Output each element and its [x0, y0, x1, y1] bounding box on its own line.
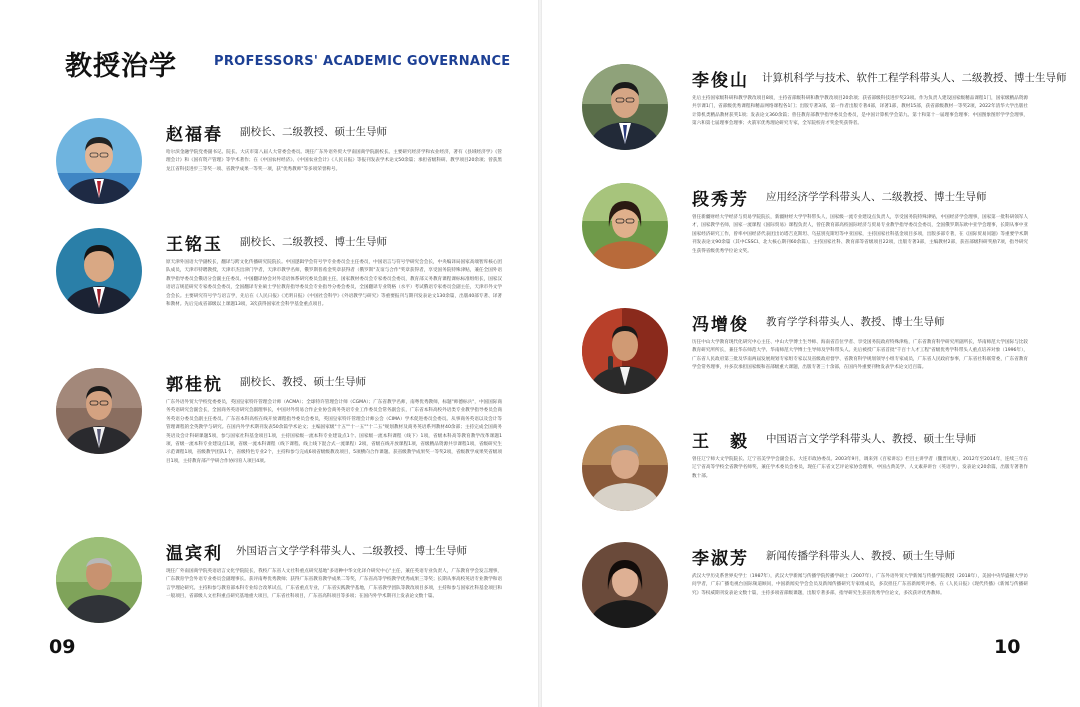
professor-bio: 广东外语外贸大学校党委委员，英国皇家特许管理会计师（ACMA）；全球特许管理会计师（CGMA）；广东省教学名师，南粤优秀教师，标题"师德标兵"，中国国际商务英语研究会副会长，全国商务英语研究会副理事长，中国对外贸易合作企业协会商务英语专业工作委员会常务副会长，广东省本科高校外语类专业教学指导委员会商务英语分委员会副主任委员。广东省本科高校在线开放课程指导委员会委员，英国皇家特许管理会计师公会（CIMA）学术促进委员会委员。从事商务英语以及会计等管理课程的全英教学与研究。在国内外学术期刊发表50余篇学术论文；主编国家级"十五""十一五""十二五"规划教材及商务英语系列教材40余部；主持完成全国商务英语及会计科研课题5项，参与国家社科基金项目1项，主持国家级一流本科专业建设点1个、国家级一流本科课程（线下）1项，省级本科高等教育教学改革课题1项，省级一流本科专业建设点1项，省级一流本科课程（线下课程、线上线下混合式一流课程）2项，省级在线开放课程1项，省级精品资源共享课程1项，省级研究生示范课程1项，省级教学团队1个，省级特色专业2个，主持和参与完成6项省级级教改项目，5项横向合作课题。获省级教学成果奖一等奖2项，省级教学成果奖省级项目1项，主持教育部产学研合作协同育人项目4项。 [166, 400, 502, 464]
professor-role: 副校长、教授、硕士生导师 [240, 376, 366, 388]
professor-name: 温宾利 [166, 544, 223, 564]
professor-role: 新闻传播学科带头人、教授、硕士生导师 [766, 550, 955, 562]
professor-name: 赵福春 [166, 125, 223, 145]
portrait-photo [582, 425, 668, 511]
portrait-photo [582, 183, 668, 269]
professor-bio: 曾任辽宁师大文学院院长、辽宁省美学学会副会长、大连市政协委员。2003年9月，调来到《百家讲坛》栏目主讲学者（魏晋风度），2012年至2014年，连续三年在辽宁省高等学校全省教学名师奖，兼任学术委员会委员，现任广东省文艺评论家协会理事，中国古典美学、人文素养讲台（英语学），发表论文20余篇，出版专著著作数十部。 [692, 457, 1028, 479]
portrait-photo [582, 542, 668, 628]
left-page [0, 0, 538, 707]
section-title-cn: 教授治学 [65, 51, 177, 82]
portrait-photo [56, 118, 142, 204]
portrait-photo [582, 64, 668, 150]
professor-name: 李淑芳 [692, 549, 749, 569]
right-page [542, 0, 1080, 707]
professor-role: 中国语言文学学科带头人、教授、硕士生导师 [766, 433, 976, 445]
professor-bio: 历任中山大学教育现代化研究中心主任、中山大学博士生导师、海南省首位学者、享受国务院政府特殊津贴，广东省教育科学研究所副所长，华南师范大学国际与比较教育研究所所长，兼任华东师范大学、华南师范大学博士生导师及学科带头人。先后被授广东省首批"千百十人才工程"省级优秀学科带头人重点培养对象（1996年），广东省人民政府第三批及华南两届发展规划专家组专家以及省级政府督学、省教育科学规划领导小组专家成员，广东省人民政府参事，广东省社科联常委，广东省教育学会常务理事，并多次承担国家级和省部级重大课题，出版专著三十余部，在国内外重要刊物发表学术论文近百篇。 [692, 340, 1028, 371]
professor-bio: 现任广外南国商学院英语语言文化学院院长，我校广东省人文社科重点研究基地"多语种中华文化译介研究中心"主任，兼任英语专业负责人，广东教育学会发言理事，广东教育学会外语专业委员会副理事长。获评南粤优秀教师；获得广东省教育教学成果二等奖，广东省高等学校教学优秀成果三等奖；长期从事高校英语专业教学和语言学理论研究。主持和参与教育部本科专业综合改革试点，广东省重点专业，广东省实践教学基地，广东省教学团队等教改项目多项，主持和参与国家社科基金项目和一般项目，省部级人文社科重点研究基地重大项目，广东省社科项目，广东省高科项目等多项；在国内外学术期刊上发表论文数十篇。 [166, 569, 502, 600]
page-number: 09 [49, 636, 76, 658]
professor-name: 李俊山 [692, 71, 749, 91]
portrait-photo [582, 308, 668, 394]
professor-role: 副校长、二级教授、硕士生导师 [240, 126, 387, 138]
professor-name: 冯增俊 [692, 315, 749, 335]
page-number: 10 [994, 636, 1021, 658]
professor-bio: 原天津外国语大学副校长，翻译与跨文化传播研究院院长。中国逻辑学会符号学专业委员会主任委员，中国语言与符号学研究会会长，中央编译局国家高端智库核心团队成员，天津市特聘教授，天津市杰出津门学者，天津市教学名师，俄罗斯普希金奖章获得者（俄罗斯"友谊与合作"奖章获得者，享受国务院特殊津贴，兼任全国外语教学指导委员会俄语分会副主任委员、中国翻译协会对外话语体系研究委员会副主任，国家教材委员会专家委员会委员，教育部义务教育课程课标标准组组长，国家汉语语言规范研究专家委员会委员，全国翻译专业硕士学位教育指导委员会专业指导分委会委员，全国翻译专业资格（水平）考试俄语专家委员会副主任，天津市外文学会会长。主要研究符号学与语言学，先后在《人民日报》《光明日报》《中国社会科学》《外语教学与研究》等重要报刊与期刊发表论文130余篇，出版40部专著、译著和教材。先后完成省部级以上课题13项，3次获得国家社会科学基金重点项目。 [166, 260, 502, 308]
section-title-en: PROFESSORS' ACADEMIC GOVERNANCE [214, 54, 511, 69]
portrait-photo [56, 228, 142, 314]
professor-name: 王铭玉 [166, 235, 223, 255]
professor-bio: 先后主持国家级科研和教学教改项目8项，主持省部级科研和教学教改项目20余项；获省部级科技进步奖23项。作为负责人建设国家级精品课程1门，国家级精品资源共享课1门，省部级优秀课程和精品网络课程各1门；出版专著3部，第一作者出版专著4部，译著1部，教材15部，获省部级教材一等奖2项，2022年清华大学出版社计算机类精品教材获奖1项；发表论文360余篇；曾任教育部教学指导委员会委员，是中国计算机学会第九、第十和第十一届理事会理事；中国图象图形学学会理事，第六和第七届理事会理事；火箭军优秀理论研究专家，全军院校育才奖金奖获得者。 [692, 96, 1028, 127]
portrait-photo [56, 368, 142, 454]
professor-bio: 曾任新疆财经大学经济与贸易学院院长，新疆财经大学学科带头人，国家级一流专业建设点负责人，享受国务院特殊津贴，中国经济学会理事，国家第一批科研领军人才，国家教学名师，国家一流课程《国际贸易》课程负责人，曾任教育部高校国际经济与贸易专业教学指导委员会委员，全国俄罗斯东欧中亚学会理事，长期从事中亚国家经济研究工作，曾率中国经济代表团出访塔吉克斯坦、乌兹别克斯坦等中亚国家，主持国家社科基金项目多项，出版多部专著，在《国际贸易问题》等重要学术期刊发表论文90余篇（其中CSSCI、北大核心期刊60余篇），主持国家社科、教育部等省级项目22项，出版专著3部，主编教材2部，获省部级科研奖励7项，指导研究生获得省级优秀学位论文奖。 [692, 215, 1028, 254]
professor-role: 应用经济学学科带头人、二级教授、博士生导师 [766, 191, 987, 203]
professor-role: 副校长、二级教授、博士生导师 [240, 236, 387, 248]
professor-name: 段秀芳 [692, 190, 749, 210]
professor-role: 计算机科学与技术、软件工程学科带头人、二级教授、博士生导师 [762, 72, 1067, 84]
professor-bio: 哈尔滨金融学院党委副书记、院长。大庆市第八届人大常委会委员。现任广东外语外贸大学南国商学院副校长。主要研究经济学和农业经济，著有《县域经济学》《管理会计》和《国有资产管理》等学术著作；在《中国农村经济》、《中国农业会计》《人民日报》等报刊发表学术论文50余篇；承担省级科研、教学项目20余项；曾获黑龙江省科技进步三等奖一项、省教学成果一等奖一项，获"优秀教师"等多项荣誉称号。 [166, 150, 502, 172]
portrait-photo [56, 537, 142, 623]
professor-name: 郭桂杭 [166, 375, 223, 395]
professor-bio: 武汉大学历史系世界史学士（1987年），武汉大学新闻与传播学院传播学硕士（2007年），广东外语外贸大学新闻与传播学院教授（2018年），美国中央华盛顿大学访问学者，广东广播电视台国际频道顾问，中国新闻史学会会员及新闻传播研究专家组成员，多次担任广东省新闻奖评委。在《人民日报》《现代传播》《新闻与传播研究》等权威期刊发表论文数十篇，主持多项省部级课题，出版专著多部，指导研究生获省优秀学位论文，多次获评优秀教师。 [692, 574, 1028, 596]
professor-role: 外国语言文学学科带头人、二级教授、博士生导师 [236, 545, 467, 557]
professor-name: 王 毅 [692, 432, 749, 452]
professor-role: 教育学学科带头人、教授、博士生导师 [766, 316, 945, 328]
